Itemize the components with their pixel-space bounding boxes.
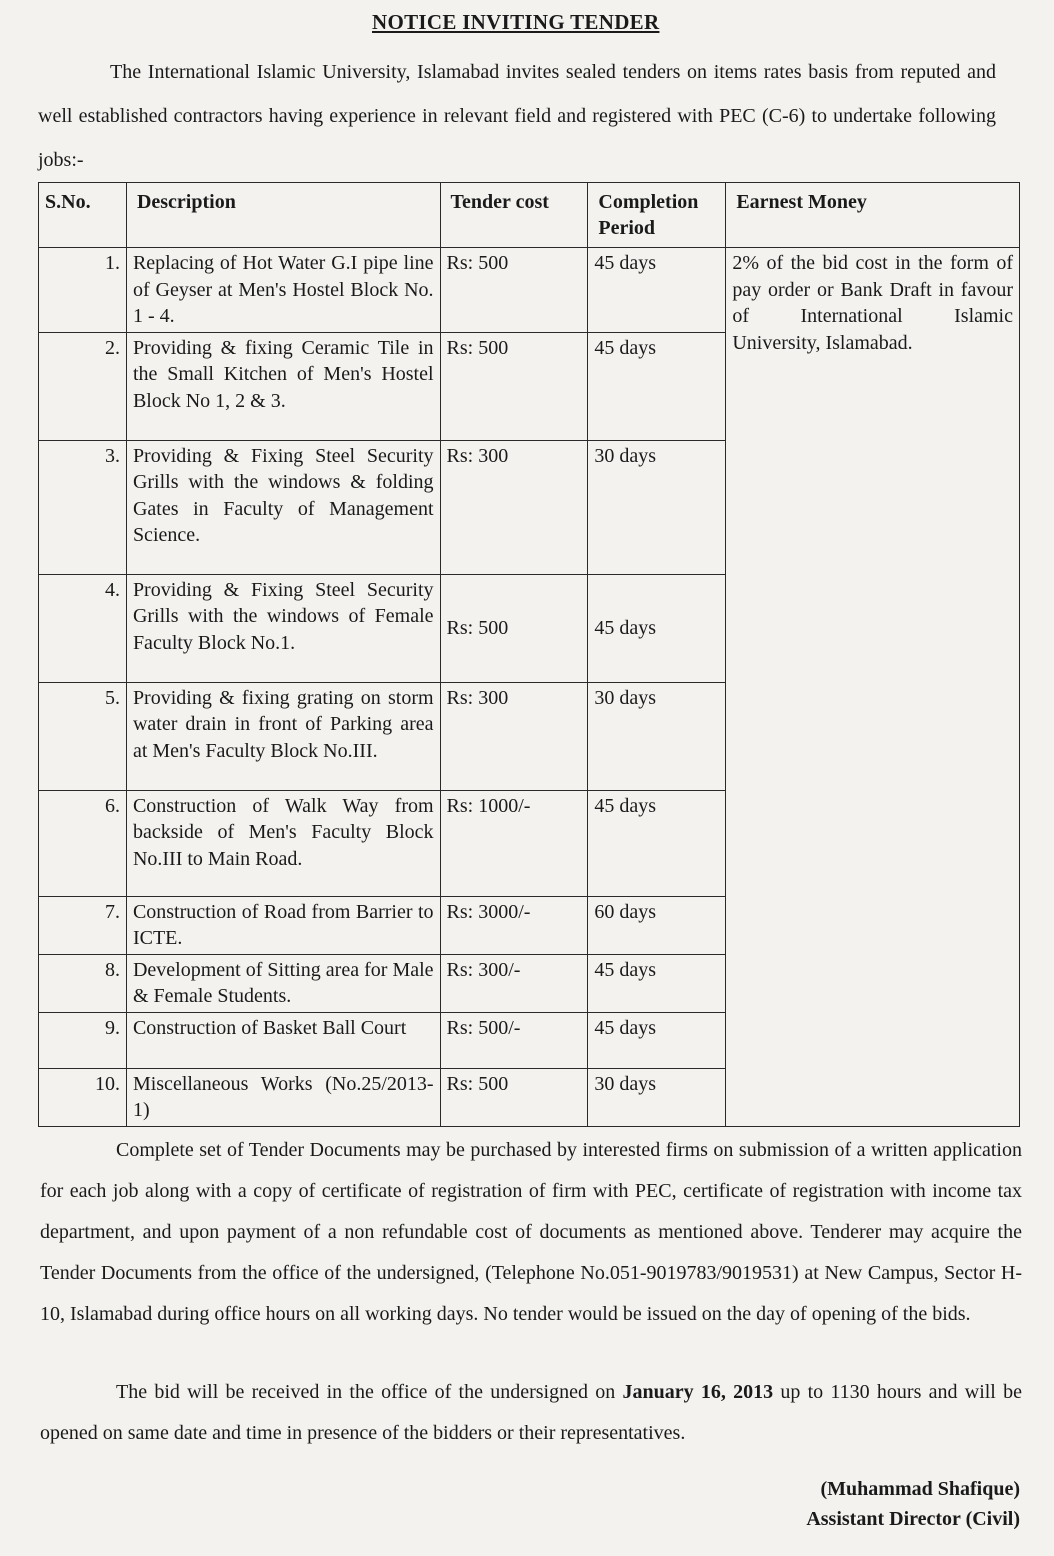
row-description: Replacing of Hot Water G.I pipe line of Geyser at Men's Hostel Block No. 1 - 4. — [126, 248, 440, 333]
row-completion-period: 30 days — [588, 1068, 726, 1126]
row-sno: 9. — [39, 1012, 127, 1068]
row-tender-cost: Rs: 500 — [440, 1068, 588, 1126]
row-completion-period: 30 days — [588, 682, 726, 790]
row-description: Construction of Road from Barrier to ICTE. — [126, 896, 440, 954]
row-description: Providing & fixing grating on storm water drain in front of Parking area at Men's Faculty Block No.III. — [126, 682, 440, 790]
table-header-row — [39, 183, 1020, 248]
bid-text-before: The bid will be received in the office of the undersigned on — [116, 1381, 623, 1403]
row-tender-cost: Rs: 500 — [440, 248, 588, 333]
row-completion-period: 30 days — [588, 440, 726, 574]
row-sno: 8. — [39, 954, 127, 1012]
row-tender-cost: Rs: 500/- — [440, 1012, 588, 1068]
row-sno: 7. — [39, 896, 127, 954]
header-completion-period: Completion Period — [588, 183, 726, 248]
row-sno: 10. — [39, 1068, 127, 1126]
earnest-money-cell: 2% of the bid cost in the form of pay order or Bank Draft in favour of International Islamic University, Islamabad. — [726, 248, 1020, 1127]
header-description: Description — [126, 183, 440, 248]
row-description: Providing & fixing Ceramic Tile in the Small Kitchen of Men's Hostel Block No 1, 2 & 3. — [126, 332, 440, 440]
row-tender-cost: Rs: 3000/- — [440, 896, 588, 954]
tender-table — [38, 182, 1020, 1127]
row-description: Construction of Basket Ball Court — [126, 1012, 440, 1068]
row-sno: 4. — [39, 574, 127, 682]
row-tender-cost: Rs: 500 — [440, 332, 588, 440]
row-sno: 2. — [39, 332, 127, 440]
row-completion-period: 60 days — [588, 896, 726, 954]
row-tender-cost: Rs: 300 — [440, 440, 588, 574]
header-sno: S.No. — [39, 183, 127, 248]
row-sno: 1. — [39, 248, 127, 333]
bid-paragraph — [40, 1372, 1022, 1454]
row-description: Providing & Fixing Steel Security Grills with the windows & folding Gates in Faculty of Management Science. — [126, 440, 440, 574]
bid-date: January 16, 2013 — [622, 1381, 774, 1403]
row-sno: 6. — [39, 790, 127, 896]
row-sno: 5. — [39, 682, 127, 790]
row-description: Development of Sitting area for Male & Female Students. — [126, 954, 440, 1012]
row-description: Construction of Walk Way from backside of Men's Faculty Block No.III to Main Road. — [126, 790, 440, 896]
bid-text-after: up to 1130 hours and will be opened on same date and time in presence of the bidders or their representatives. — [40, 1381, 1022, 1444]
row-completion-period: 45 days — [588, 248, 726, 333]
documents-paragraph: Complete set of Tender Documents may be purchased by interested firms on submission of a written application for each job along with a copy of certificate of registration of firm with PEC, certificate of registration with income tax department, and upon payment of a non refundable cost of documents as mentioned above. Tenderer may acquire the Tender Documents from the office of the undersigned, (Telephone No.051-9019783/9019531) at New Campus, Sector H-10, Islamabad during office hours on all working days. No tender would be issued on the day of opening of the bids. — [40, 1139, 1022, 1325]
signatory-name: (Muhammad Shafique) — [820, 1478, 1020, 1500]
row-completion-period: 45 days — [588, 574, 726, 682]
header-earnest-money: Earnest Money — [726, 183, 1020, 248]
intro-paragraph: The International Islamic University, Islamabad invites sealed tenders on items rates basis from reputed and well established contractors having experience in relevant field and registered with PEC (C-6) to undertake following jobs:- — [38, 61, 996, 171]
row-completion-period: 45 days — [588, 954, 726, 1012]
row-tender-cost: Rs: 300 — [440, 682, 588, 790]
header-tender-cost: Tender cost — [440, 183, 588, 248]
row-completion-period: 45 days — [588, 332, 726, 440]
row-tender-cost: Rs: 300/- — [440, 954, 588, 1012]
row-description: Miscellaneous Works (No.25/2013-1) — [126, 1068, 440, 1126]
row-tender-cost: Rs: 1000/- — [440, 790, 588, 896]
row-completion-period: 45 days — [588, 790, 726, 896]
row-description: Providing & Fixing Steel Security Grills with the windows of Female Faculty Block No.1. — [126, 574, 440, 682]
row-sno: 3. — [39, 440, 127, 574]
row-tender-cost: Rs: 500 — [440, 574, 588, 682]
table-row — [39, 248, 1020, 333]
signatory-designation: Assistant Director (Civil) — [806, 1508, 1020, 1530]
notice-title: NOTICE INVITING TENDER — [372, 10, 660, 34]
row-completion-period: 45 days — [588, 1012, 726, 1068]
signature-block — [806, 1474, 1020, 1534]
